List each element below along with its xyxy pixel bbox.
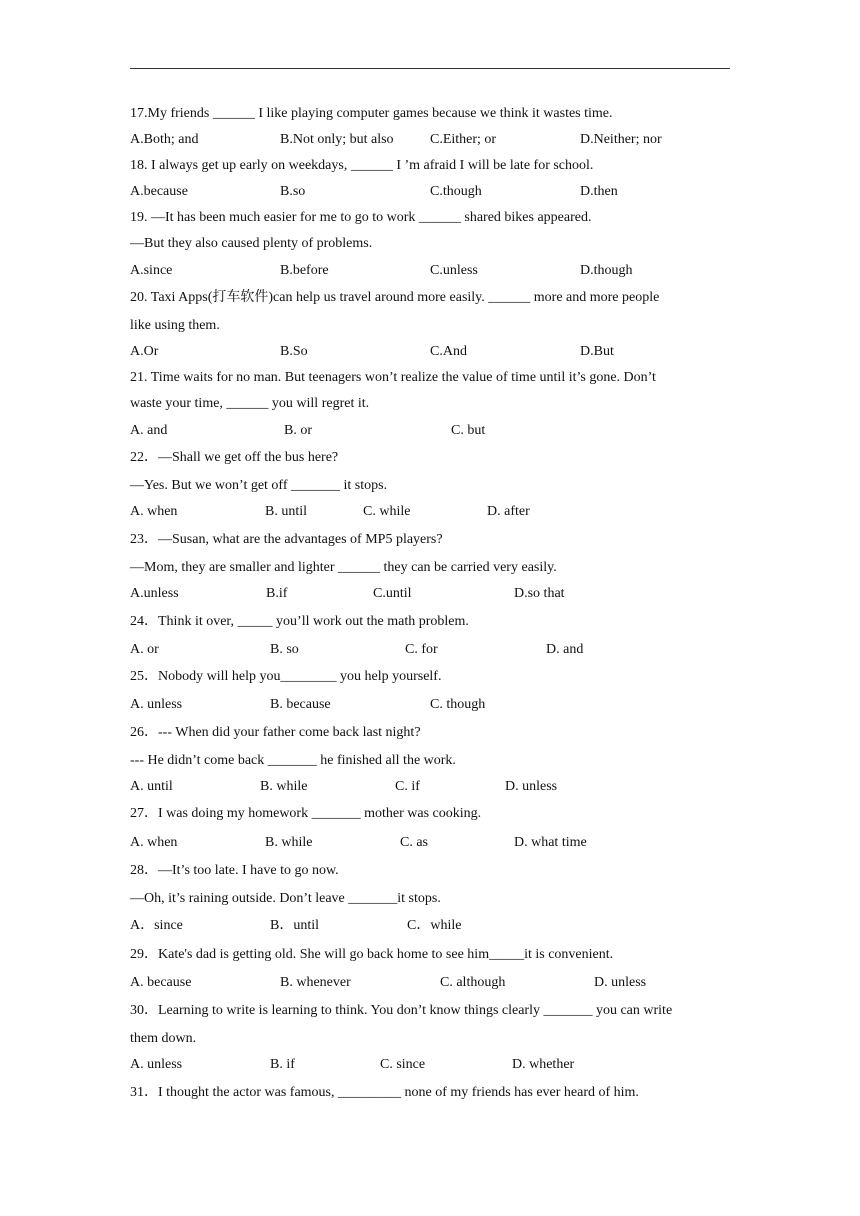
answer-option: D. after [487, 504, 530, 519]
answer-option: B．until [270, 918, 320, 933]
answer-option: C.unless [430, 263, 478, 278]
answer-option: C. if [395, 779, 420, 794]
question-text: 26．--- When did your father come back last night? [130, 725, 421, 740]
answer-option: A. or [130, 642, 159, 657]
answer-option: A．since [130, 918, 183, 933]
answer-option: D. unless [505, 779, 558, 794]
question-text: 23．—Susan, what are the advantages of MP5 players? [130, 532, 443, 547]
question-text: 31．I thought the actor was famous, _________ none of my friends has ever heard of him. [130, 1085, 639, 1100]
question-text: 30．Learning to write is learning to think. You don’t know things clearly _______ you can write [130, 1003, 673, 1018]
question-text-continued: them down. [130, 1031, 197, 1046]
question-text-continued: like using them. [130, 318, 220, 333]
answer-option: B.if [266, 586, 288, 601]
answer-option: B.so [280, 184, 306, 199]
question-text-continued: —Mom, they are smaller and lighter ______ they can be carried very easily. [130, 560, 557, 575]
question-text: 27．I was doing my homework _______ mother was cooking. [130, 806, 482, 821]
question-text: 18. I always get up early on weekdays, ______ I ’m afraid I will be late for school. [130, 158, 594, 173]
answer-option: C.though [430, 184, 482, 199]
answer-option: D. unless [594, 975, 647, 990]
answer-option: A. and [130, 423, 168, 438]
answer-option: A.since [130, 263, 173, 278]
answer-option: D. and [546, 642, 584, 657]
answer-option: D.Neither; nor [580, 132, 662, 147]
answer-option: C. as [400, 835, 428, 850]
question-text-continued: —Yes. But we won’t get off _______ it stops. [130, 478, 388, 493]
answer-option: A.Or [130, 344, 159, 359]
answer-option: C. while [363, 504, 411, 519]
question-text: 19. —It has been much easier for me to go to work ______ shared bikes appeared. [130, 210, 592, 225]
answer-option: A.Both; and [130, 132, 199, 147]
question-text: 25．Nobody will help you________ you help yourself. [130, 669, 442, 684]
answer-option: A.because [130, 184, 188, 199]
answer-option: B. whenever [280, 975, 351, 990]
answer-option: C．while [407, 918, 462, 933]
answer-option: B. while [260, 779, 308, 794]
answer-option: C. for [405, 642, 438, 657]
answer-option: D. whether [512, 1057, 575, 1072]
answer-option: D.then [580, 184, 618, 199]
answer-option: B. until [265, 504, 308, 519]
answer-option: D.though [580, 263, 633, 278]
answer-option: B.before [280, 263, 329, 278]
answer-option: B. if [270, 1057, 295, 1072]
question-text-continued: —But they also caused plenty of problems. [130, 236, 373, 251]
answer-option: B. so [270, 642, 299, 657]
question-text-continued: —Oh, it’s raining outside. Don’t leave _______it stops. [130, 891, 441, 906]
answer-option: A.unless [130, 586, 179, 601]
answer-option: B. because [270, 697, 331, 712]
answer-option: A. until [130, 779, 173, 794]
question-text: 17.My friends ______ I like playing computer games because we think it wastes time. [130, 106, 613, 121]
answer-option: D. what time [514, 835, 587, 850]
question-text: 20. Taxi Apps(打车软件)can help us travel around more easily. ______ more and more people [130, 290, 660, 305]
answer-option: C.And [430, 344, 467, 359]
question-text-continued: --- He didn’t come back _______ he finished all the work. [130, 753, 456, 768]
answer-option: B. or [284, 423, 312, 438]
question-text: 22．—Shall we get off the bus here? [130, 450, 339, 465]
answer-option: B.So [280, 344, 308, 359]
answer-option: A. unless [130, 697, 183, 712]
question-text: 21. Time waits for no man. But teenagers won’t realize the value of time until it’s gone. Don’t [130, 370, 656, 385]
question-text: 29．Kate's dad is getting old. She will go back home to see him_____it is convenient. [130, 947, 614, 962]
question-text: 28．—It’s too late. I have to go now. [130, 863, 339, 878]
question-text-continued: waste your time, ______ you will regret it. [130, 396, 370, 411]
answer-option: B.Not only; but also [280, 132, 394, 147]
header-rule [130, 68, 730, 69]
answer-option: C. since [380, 1057, 426, 1072]
answer-option: A. unless [130, 1057, 183, 1072]
question-text: 24．Think it over, _____ you’ll work out the math problem. [130, 614, 469, 629]
answer-option: C.Either; or [430, 132, 497, 147]
answer-option: C.until [373, 586, 412, 601]
answer-option: A. when [130, 504, 178, 519]
answer-option: D.so that [514, 586, 565, 601]
answer-option: C. but [451, 423, 486, 438]
answer-option: C. though [430, 697, 486, 712]
answer-option: A. when [130, 835, 178, 850]
answer-option: D.But [580, 344, 614, 359]
answer-option: C. although [440, 975, 506, 990]
answer-option: A. because [130, 975, 192, 990]
answer-option: B. while [265, 835, 313, 850]
